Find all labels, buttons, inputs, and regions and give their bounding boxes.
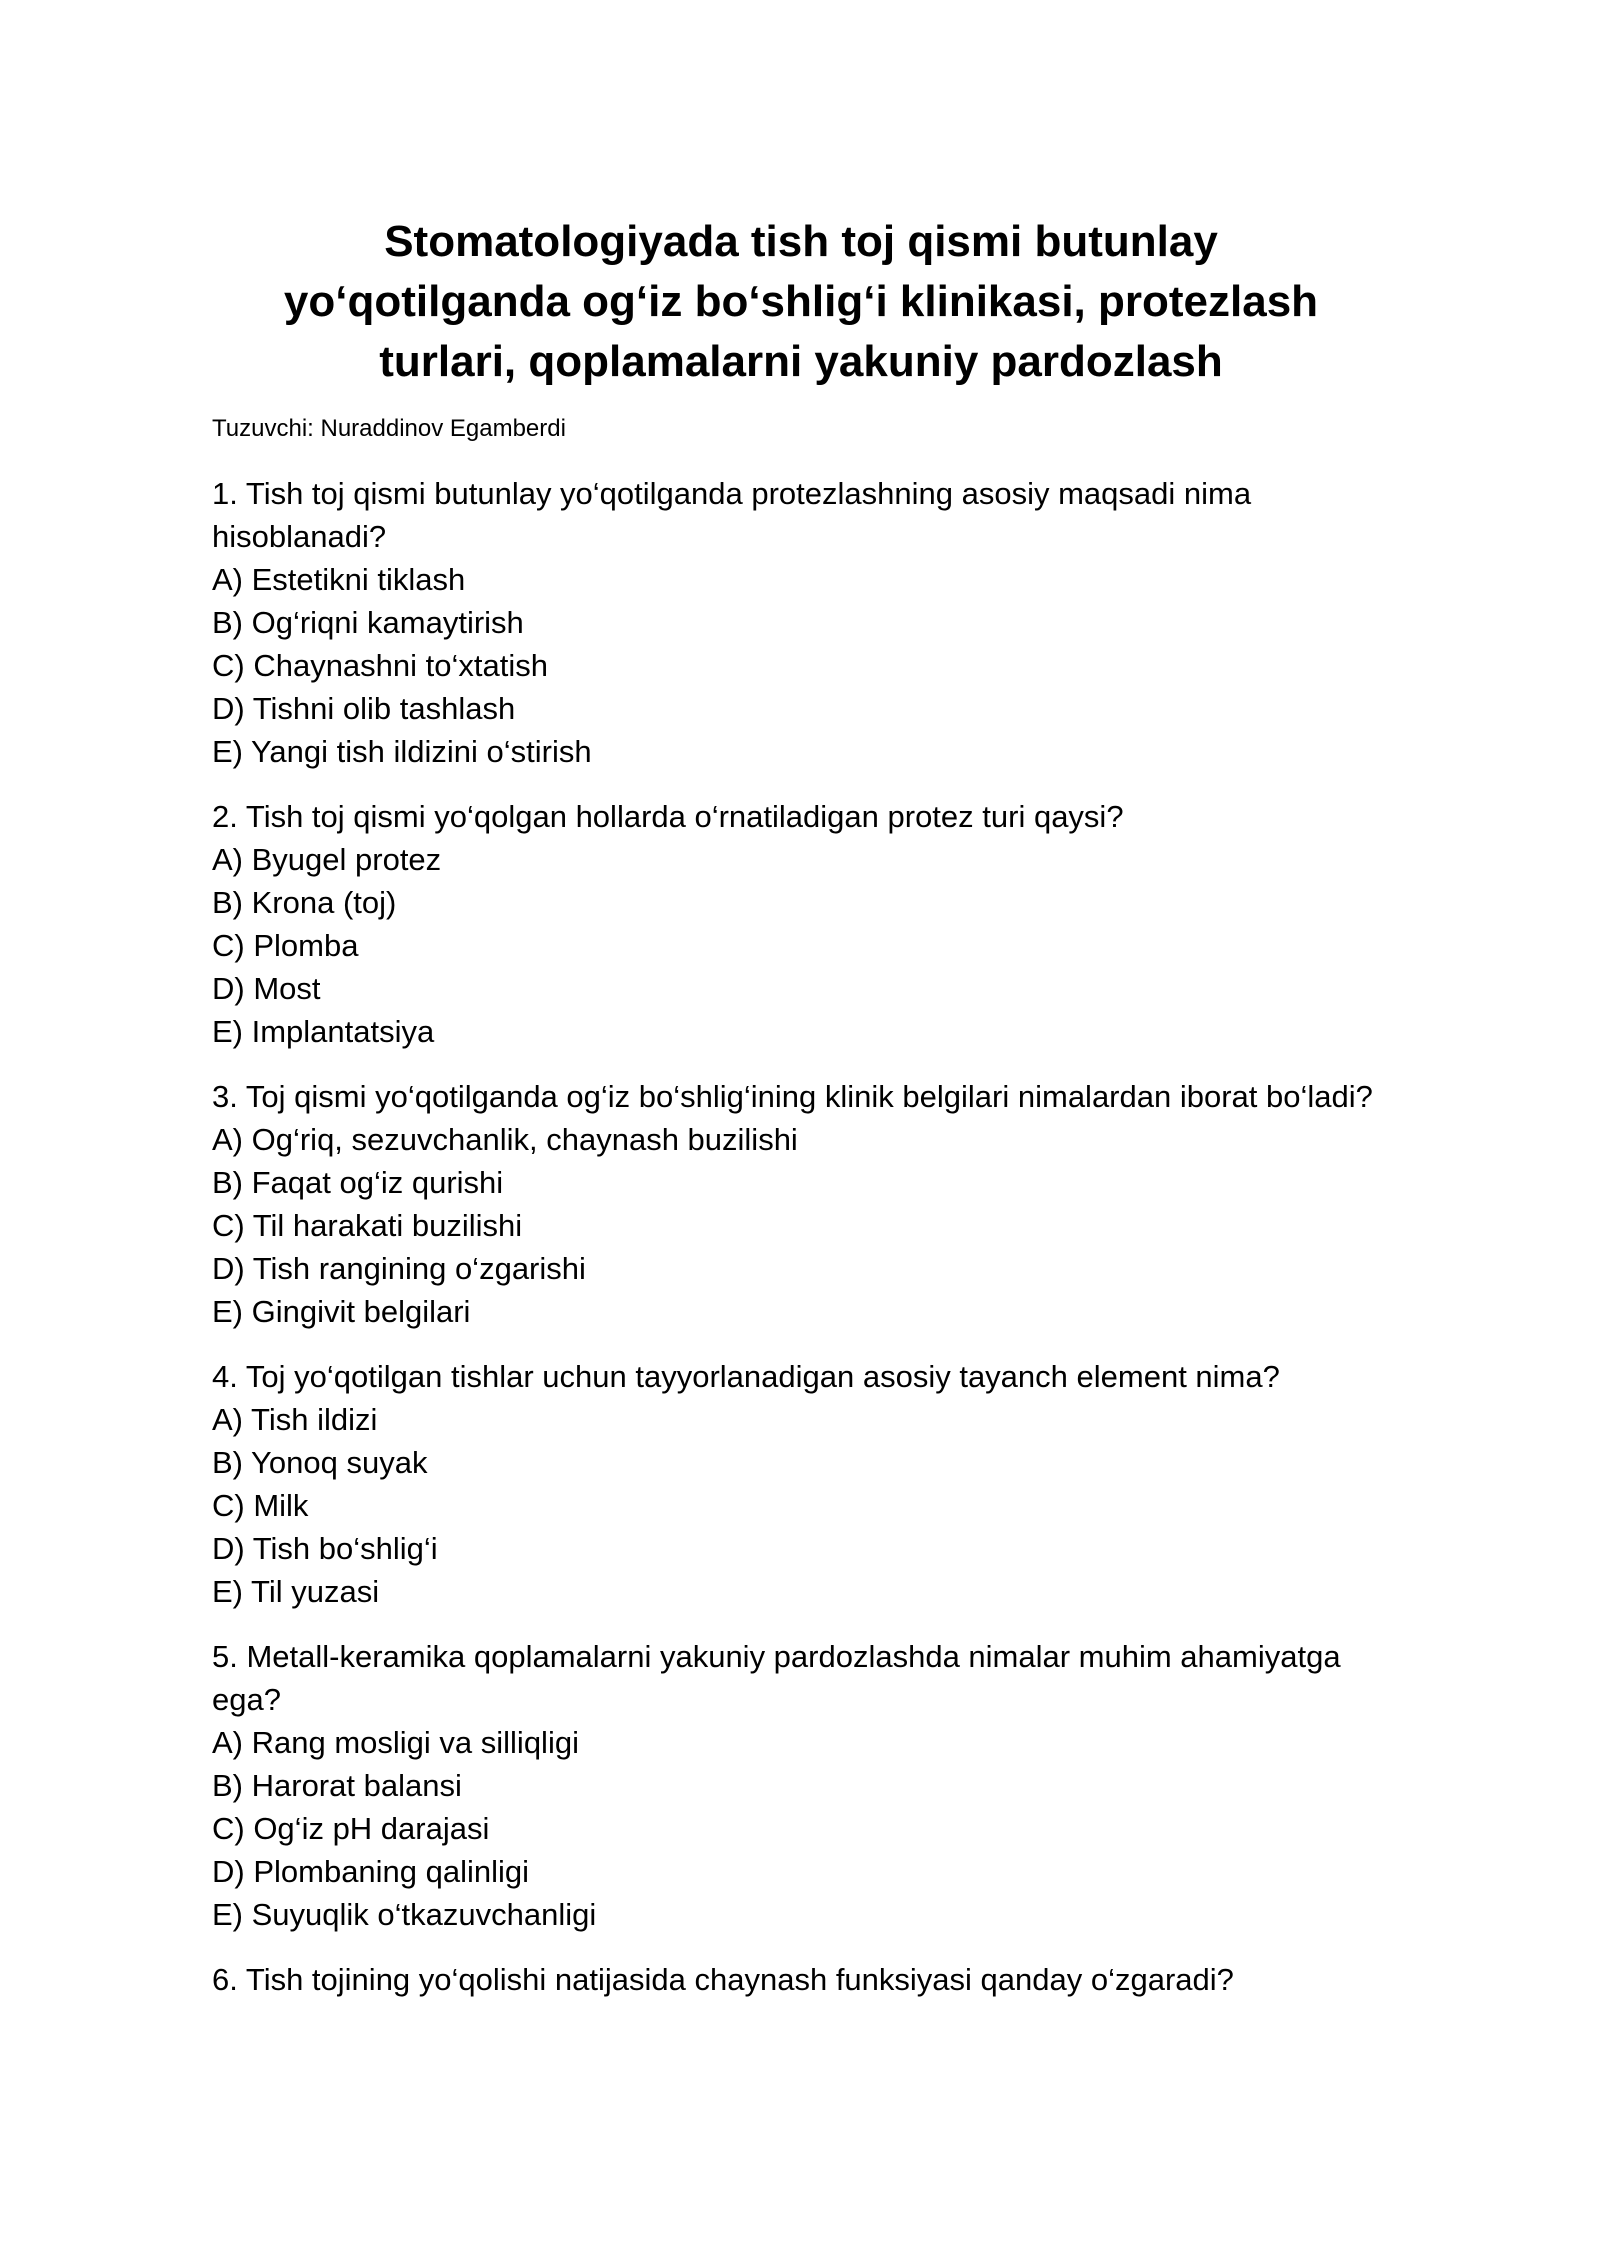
answer-option: C) Chaynashni to‘xtatish [212, 648, 548, 683]
title-line-3: turlari, qoplamalarni yakuniy pardozlash [379, 337, 1223, 386]
title-line-2: yo‘qotilganda og‘iz bo‘shlig‘i klinikasi, protezlash [283, 277, 1319, 326]
answer-option: B) Faqat og‘iz qurishi [212, 1165, 504, 1200]
question-text: 1. Tish toj qismi butunlay yo‘qotilganda protezlashning asosiy maqsadi nima hisoblanadi? [212, 476, 1252, 554]
answer-option: E) Til yuzasi [212, 1574, 380, 1609]
author-line: Tuzuvchi: Nuraddinov Egamberdi [212, 415, 566, 442]
question-4 [212, 1355, 1390, 1613]
answer-option: D) Tish bo‘shlig‘i [212, 1531, 438, 1566]
answer-option: B) Yonoq suyak [212, 1445, 428, 1480]
question-text: 2. Tish toj qismi yo‘qolgan hollarda o‘rnatiladigan protez turi qaysi? [212, 799, 1124, 834]
answer-option: B) Harorat balansi [212, 1768, 462, 1803]
document-title [212, 212, 1390, 392]
answer-option: D) Tishni olib tashlash [212, 691, 516, 726]
answer-option: B) Og‘riqni kamaytirish [212, 605, 524, 640]
question-3 [212, 1075, 1390, 1333]
answer-option: E) Yangi tish ildizini o‘stirish [212, 734, 592, 769]
answer-option: D) Tish rangining o‘zgarishi [212, 1251, 586, 1286]
title-line-1: Stomatologiyada tish toj qismi butunlay [384, 217, 1218, 266]
question-list [212, 472, 1390, 2001]
question-text: 4. Toj yo‘qotilgan tishlar uchun tayyorlanadigan asosiy tayanch element nima? [212, 1359, 1280, 1394]
answer-option: C) Til harakati buzilishi [212, 1208, 523, 1243]
question-5 [212, 1635, 1390, 1936]
answer-option: A) Tish ildizi [212, 1402, 378, 1437]
answer-option: E) Gingivit belgilari [212, 1294, 471, 1329]
answer-option: E) Suyuqlik o‘tkazuvchanligi [212, 1897, 597, 1932]
question-text: 6. Tish tojining yo‘qolishi natijasida chaynash funksiyasi qanday o‘zgaradi? [212, 1962, 1234, 1997]
answer-option: C) Milk [212, 1488, 309, 1523]
question-6 [212, 1958, 1390, 2001]
question-text: 3. Toj qismi yo‘qotilganda og‘iz bo‘shlig‘ining klinik belgilari nimalardan iborat bo‘ladi? [212, 1079, 1373, 1114]
answer-option: C) Og‘iz pH darajasi [212, 1811, 490, 1846]
answer-option: A) Byugel protez [212, 842, 442, 877]
answer-option: D) Plombaning qalinligi [212, 1854, 530, 1889]
answer-option: E) Implantatsiya [212, 1014, 435, 1049]
answer-option: A) Rang mosligi va silliqligi [212, 1725, 579, 1760]
answer-option: C) Plomba [212, 928, 359, 963]
question-1 [212, 472, 1390, 773]
answer-option: A) Estetikni tiklash [212, 562, 466, 597]
answer-option: A) Og‘riq, sezuvchanlik, chaynash buzilishi [212, 1122, 798, 1157]
answer-option: D) Most [212, 971, 321, 1006]
question-text: 5. Metall-keramika qoplamalarni yakuniy pardozlashda nimalar muhim ahamiyatga ega? [212, 1639, 1341, 1717]
question-2 [212, 795, 1390, 1053]
answer-option: B) Krona (toj) [212, 885, 397, 920]
